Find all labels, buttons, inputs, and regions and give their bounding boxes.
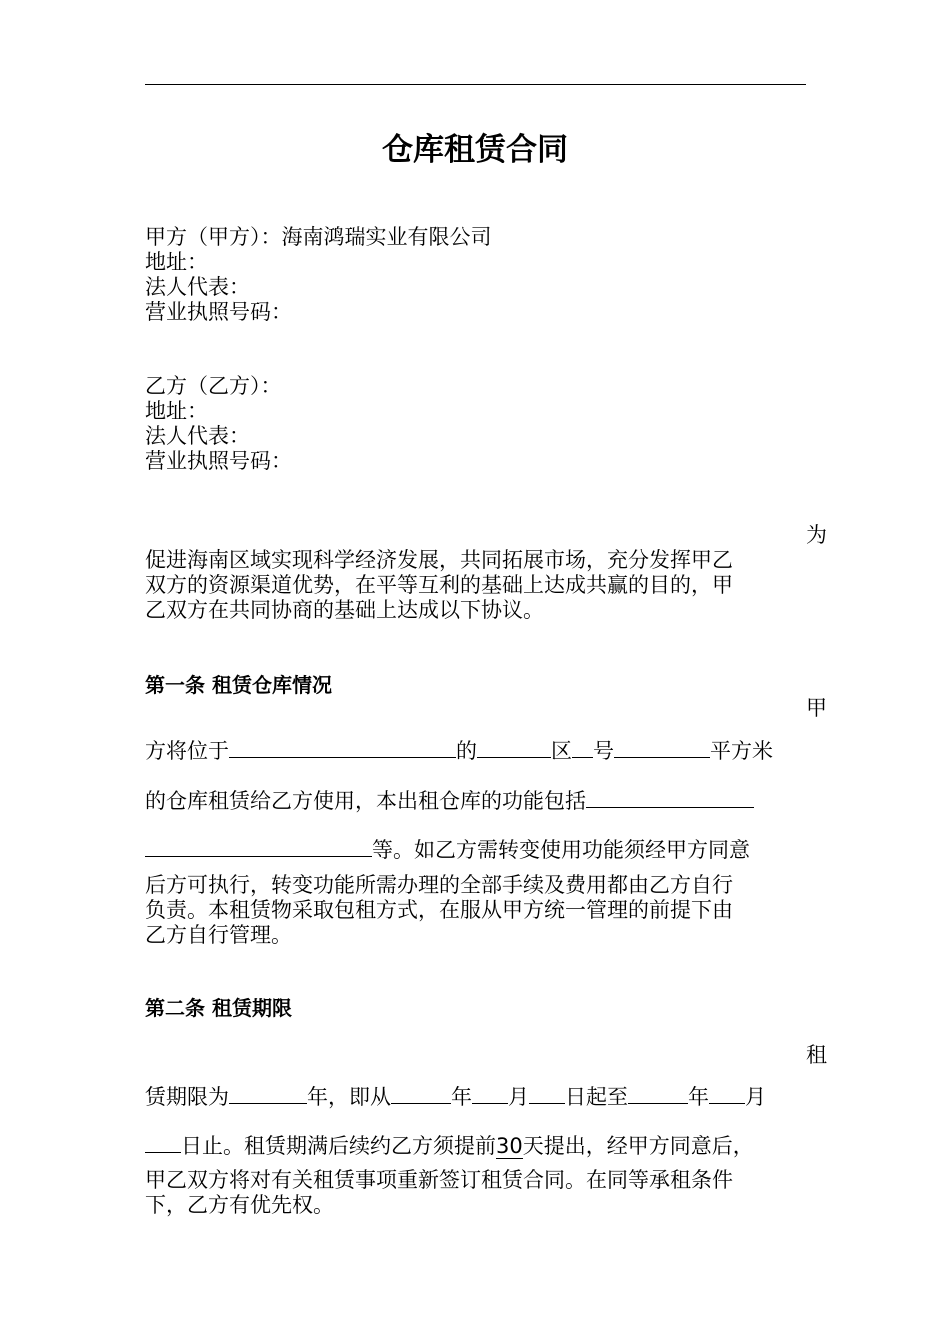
party-b-address: 地址：	[145, 399, 208, 423]
party-b-license: 营业执照号码：	[145, 449, 292, 473]
article1-paragraph	[145, 873, 733, 948]
district-blank	[477, 735, 551, 758]
start-day-blank	[529, 1081, 565, 1104]
article1-lead-char: 甲	[806, 696, 827, 720]
preamble-lead-char: 为	[806, 523, 827, 547]
preamble-line: 促进海南区域实现科学经济发展，共同拓展市场，充分发挥甲乙	[145, 548, 733, 572]
article2-heading: 第二条 租赁期限	[145, 996, 292, 1020]
start-month-blank	[472, 1081, 508, 1104]
preamble-line: 乙双方在共同协商的基础上达成以下协议。	[145, 598, 544, 622]
article1-line-change: 等。如乙方需转变使用功能须经甲方同意	[145, 834, 750, 863]
document-title: 仓库租赁合同	[382, 132, 568, 168]
start-year-blank	[391, 1081, 451, 1104]
function-blank-cont	[145, 834, 372, 857]
party-a-address: 地址：	[145, 250, 208, 274]
location-blank	[229, 735, 456, 758]
term-years-blank	[229, 1081, 307, 1104]
party-b-legal-rep: 法人代表：	[145, 424, 250, 448]
party-a-name: 甲方（甲方）：海南鸿瑞实业有限公司	[145, 225, 492, 249]
function-blank	[586, 785, 754, 808]
header-rule	[145, 84, 806, 85]
party-a-legal-rep: 法人代表：	[145, 275, 250, 299]
article2-line-term: 赁期限为 年，即从 年 月 日起至 年 月	[145, 1081, 766, 1110]
end-day-blank	[145, 1130, 181, 1153]
party-a-block	[145, 225, 492, 325]
party-b-block	[145, 374, 292, 474]
preamble-line: 双方的资源渠道优势，在平等互利的基础上达成共赢的目的，甲	[145, 573, 733, 597]
party-b-name: 乙方（乙方）：	[145, 374, 282, 398]
article1-line-function: 的仓库租赁给乙方使用，本出租仓库的功能包括	[145, 785, 754, 814]
end-month-blank	[709, 1081, 745, 1104]
article1-heading: 第一条 租赁仓库情况	[145, 673, 332, 697]
article1-text-line: 负责。本租赁物采取包租方式，在服从甲方统一管理的前提下由	[145, 898, 733, 922]
preamble-paragraph	[145, 548, 733, 623]
article2-paragraph	[145, 1168, 733, 1218]
article2-lead-char: 租	[806, 1043, 827, 1067]
notice-days: 30	[496, 1134, 523, 1158]
end-year-blank	[628, 1081, 688, 1104]
article1-line-location: 方将位于 的 区 号 平方米	[145, 735, 773, 764]
article1-text-line: 乙方自行管理。	[145, 923, 292, 947]
article1-text-line: 后方可执行，转变功能所需办理的全部手续及费用都由乙方自行	[145, 873, 733, 897]
number-blank	[572, 735, 593, 758]
area-blank	[614, 735, 710, 758]
article2-text-line: 下，乙方有优先权。	[145, 1193, 334, 1217]
party-a-license: 营业执照号码：	[145, 300, 292, 324]
article2-text-line: 甲乙双方将对有关租赁事项重新签订租赁合同。在同等承租条件	[145, 1168, 733, 1192]
article2-line-renewal: 日止。租赁期满后续约乙方须提前30天提出，经甲方同意后，	[145, 1130, 754, 1159]
